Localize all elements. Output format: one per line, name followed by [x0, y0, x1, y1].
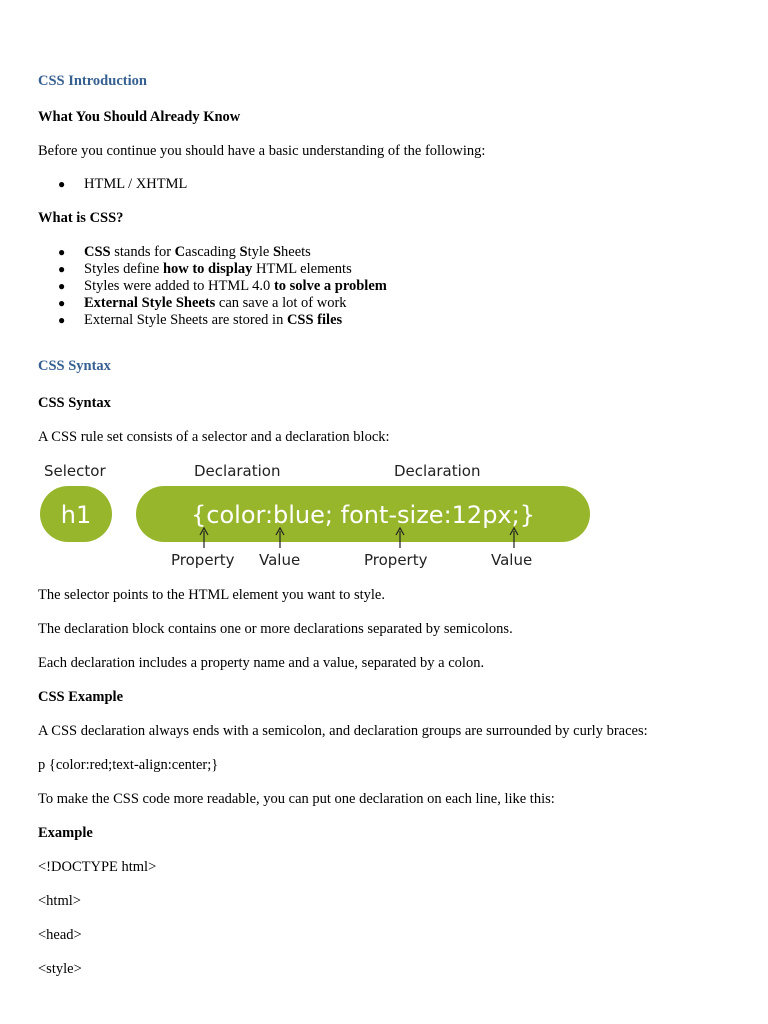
paragraph-readable: To make the CSS code more readable, you can put one declaration on each line, like this:	[38, 791, 555, 807]
bullet-icon: ●	[58, 245, 66, 259]
subheading-css-syntax: CSS Syntax	[38, 395, 111, 411]
code-doctype: <!DOCTYPE html>	[38, 859, 157, 875]
label-property-1: Property	[171, 551, 235, 569]
subheading-example: Example	[38, 825, 93, 841]
label-declaration-1: Declaration	[194, 462, 281, 480]
document-page: CSS Introduction What You Should Already Know Before you continue you should have a basic understanding of the following: ● HTML / XHTML What is CSS? ● CSS stands for Cascading Style Sheets ● Styles define how to display HTML elements ● Styles were added to HTML 4.0 to solve a problem ● External Style Sheets can save a lot of work ● External Style Sheets are stored in CSS files CSS Syntax CSS Syntax A CSS rule set consists of a selector and a declaration block: Selector Declaration Declaration h1 {color:blue; font-size:12px;} Property Value Property Value The selector points to the HTML element you want to style. The declaration block contains one or more declarations separated by semicolons. Each declaration includes a property name and a value, separated by a colon. CSS Example A CSS declaration always ends with a semicolon, and declaration groups are surrounded by curly braces: p {color:red;text-align:center;} To make the CSS code more readable, you can put one declaration on each line, like this: Example <!DOCTYPE html> <html> <head> <style>	[38, 73, 648, 977]
bullet-icon: ●	[58, 296, 66, 310]
css-syntax-diagram	[36, 455, 596, 575]
paragraph-selector-points: The selector points to the HTML element you want to style.	[38, 587, 385, 603]
heading-css-introduction: CSS Introduction	[38, 73, 147, 89]
subheading-what-you-should-know: What You Should Already Know	[38, 109, 241, 125]
label-value-1: Value	[259, 551, 301, 569]
bullet-icon: ●	[58, 313, 66, 327]
paragraph-semicolon: A CSS declaration always ends with a semicolon, and declaration groups are surrounded by curly braces:	[38, 723, 648, 739]
declaration-text: {color:blue; font-size:12px;}	[191, 501, 535, 529]
paragraph-each-declaration: Each declaration includes a property name and a value, separated by a colon.	[38, 655, 485, 671]
heading-css-syntax: CSS Syntax	[38, 358, 111, 374]
code-head-open: <head>	[38, 927, 82, 943]
label-value-2: Value	[491, 551, 533, 569]
subheading-what-is-css: What is CSS?	[38, 210, 124, 226]
label-property-2: Property	[364, 551, 428, 569]
bullet-icon: ●	[58, 177, 66, 191]
bullet-icon: ●	[58, 279, 66, 293]
paragraph-rule-set: A CSS rule set consists of a selector and a declaration block:	[38, 429, 390, 445]
code-line-p-rule: p {color:red;text-align:center;}	[38, 757, 219, 773]
label-declaration-2: Declaration	[394, 462, 481, 480]
bullet-icon: ●	[58, 262, 66, 276]
selector-text: h1	[60, 501, 92, 529]
code-style-open: <style>	[38, 961, 82, 977]
paragraph-before-continue: Before you continue you should have a basic understanding of the following:	[38, 143, 486, 159]
code-html-open: <html>	[38, 893, 81, 909]
paragraph-declaration-block: The declaration block contains one or more declarations separated by semicolons.	[38, 621, 513, 637]
subheading-css-example: CSS Example	[38, 689, 124, 705]
label-selector: Selector	[44, 462, 106, 480]
